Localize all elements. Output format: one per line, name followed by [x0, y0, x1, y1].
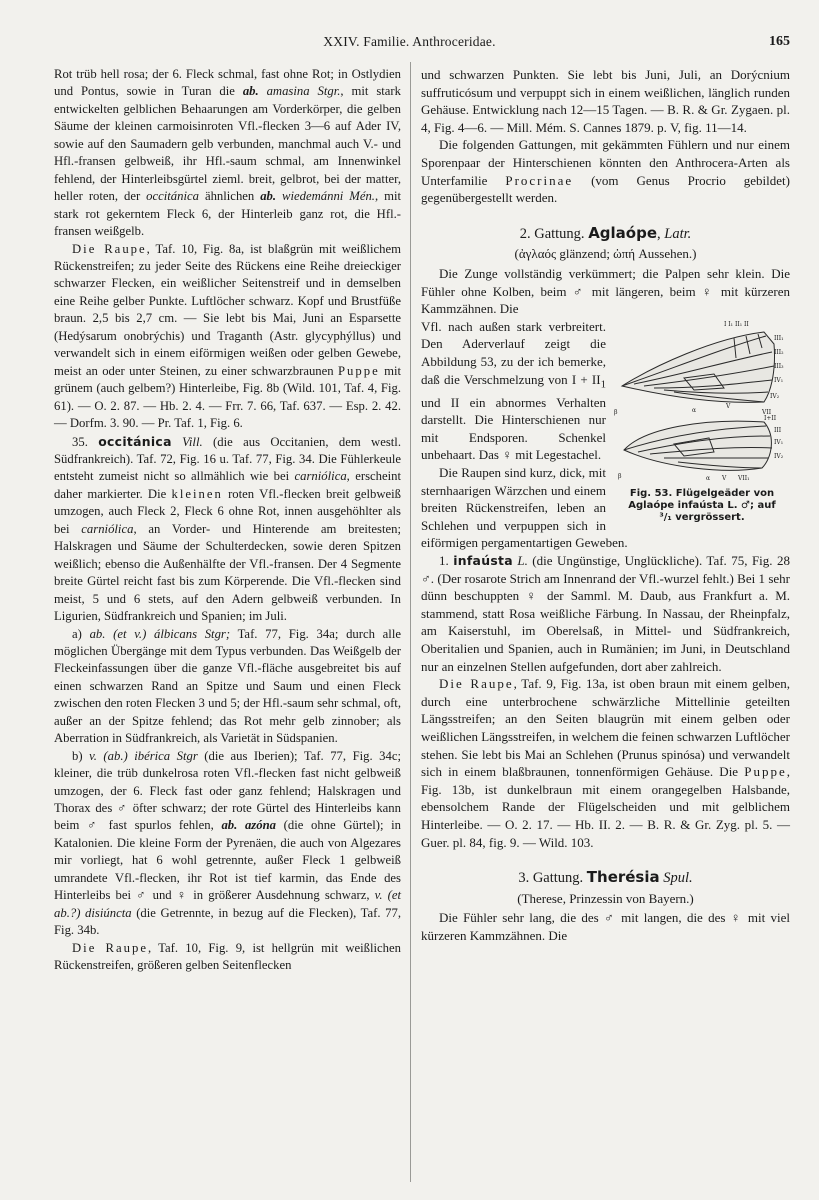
- svg-text:IV₂: IV₂: [770, 392, 780, 400]
- svg-text:IV₂: IV₂: [774, 452, 784, 460]
- species-infausta: 1. infaústa L. (die Ungünstige, Unglückliche). Taf. 75, Fig. 28 ♂. (Der rosarote Strich am Innenrand der Vfl.-wurzel fehlt.) Bei 1 sehr dünn beschuppten ♀ der Samml. M. Daub, aus Frankfurt a. M. stammend, statt Rosa weißliche Färbung. In Nassau, der Rheinpfalz, am Kaiserstuhl, im Oberelsaß, in Mittel- und Südfrankreich, Oberitalien und Spanien, auch in Rumänien; im Juni, in Deutschland nur an einzelnen Stellen aufgefunden, dort aber zahlreich.: [421, 553, 790, 674]
- svg-text:α: α: [706, 474, 711, 482]
- genus-heading-aglaope: 2. Gattung. Aglaópe, Latr.: [519, 223, 692, 242]
- page-number: 165: [769, 34, 790, 49]
- svg-text:VII: VII: [762, 408, 772, 416]
- genus-heading-theresia: 3. Gattung. Therésia Spul.: [518, 868, 693, 887]
- genus-description-theresia: Die Fühler sehr lang, die des ♂ mit langen, die des ♀ mit viel kürzeren Kammzähnen. Die: [421, 910, 790, 943]
- paragraph-amasina: Rot trüb hell rosa; der 6. Fleck schmal, fast ohne Rot; in Ostlydien und Pontus, sowie in Turan die ab. amasina Stgr., mit stark entwickelten gelblichen Behaarungen am Vorderkörper, die gelben Säume der kleinen carmoisinroten Vfl.-flecken 3—6 auf Ader IV, sowie auf den Saumadern gelb verbunden, manchmal auch V.- und Hfl.-fransen gelbweiß, ihr Hfl.-saum schmal, am Innenwinkel fehlend, der Hinterleibsgürtel zieml. breit, gelbrot, bei der matter, heller roten, der occitánica ähnlichen ab. wiedemánni Mén., mit stark rot gekerntem Fleck 6, der Hinterleib ganz rot, die Hfl.-fransen weißgelb.: [54, 67, 401, 239]
- etymology-aglaope: (ἀγλαός glänzend; ὠπή Aussehen.): [514, 246, 697, 262]
- larva-description: Die Raupen sind kurz, dick, mit sternhaarigen Wärzchen und einem breiten Rückenstreifen, leben an Schlehen und verpuppen sich in eiförmigen pergamentartigen Geweben.: [421, 465, 628, 551]
- running-title: XXIV. Familie. Anthroceridae.: [323, 34, 496, 49]
- running-header: [0, 34, 819, 54]
- paragraph-procrinae: Die folgenden Gattungen, mit gekämmten Fühlern und nur einem Sporenpaar der Hinterschienen könnten den Anthrocera-Arten als Unterfamilie Procrinae (vom Genus Procrio gebildet) gegenübergestellt werden.: [421, 137, 790, 206]
- genus-description-cont: Vfl. nach außen stark verbreitert. Den Aderverlauf zeigt die Abbildung 53, zu der ich bemerke, daß die Verschmelzung von $I + II_1$ und II ein abnormes Verhalten darstellt. Die Hinterschienen nur mit Endsporen. Schenkel unbehaart. Das ♀ mit Legestachel.: [421, 318, 606, 463]
- paragraph-raupe-1: Die Raupe, Taf. 10, Fig. 8a, ist blaßgrün mit weißlichem Rückenstreifen; zu jeder Seite des Rückens eine Reihe dreieckiger schwarzer Flecken, ein weißlicher Seitenstreif und in demselben eine Reihe gelber Punkte. Luftlöcher schwarz. Kopf und Brustfüße braun. 2,5 bis 2,7 cm. — Sie lebt bis Mai, Juni an Esparsette (Hedýsarum onobrýchis) und Traganth (Astr. glycyphýllus) und verwandelt sich in einem eiförmigen weißen oder gelben Gewebe, meist an oder unter Steinen, zu einer schwarzbraunen Puppe mit grünem (auch gelbem?) Hinterleibe, Fig. 8b (Wild. 101, Taf. 4, Fig. 61). — O. 2. 87. — Hb. 2. 4. — Frr. 7. 66, Taf. 637. — Esp. 2. 42. — Dorfm. 3. 90. — Pr. Taf. 1, Fig. 6.: [54, 241, 402, 431]
- species-occitanica: 35. occitánica Vill. (die aus Occitanien, dem westl. Südfrankreich). Taf. 72, Fig. 16 u. Taf. 77, Fig. 34. Die Fühlerkeule entsteht zumeist nicht so allmählich wie bei carniólica, erscheint daher markierter. Die kleinen roten Vfl.-flecken breit gelbweiß umzogen, auch Fleck 2, Fleck 6 ohne Rot, innen ausgehöhlter als bei carniólica, an Vorder- und Hinterende am breitesten; Halskragen und Säume der Schulterdecken, sowie deren Spitzen weißlich; ebenso die Außenhälfte der Vfl.-fransen. Der 4 Segmente breite Gürtel reicht fast bis zum Körperende. Die Vfl.-flecken sind meist, 5 und 6 stets, auf den Adern gelbweiß verbunden. In Ligurien, Südfrankreich und Spanien; im Juli.: [54, 433, 402, 624]
- svg-text:III: III: [774, 426, 782, 434]
- paragraph-continued: und schwarzen Punkten. Sie lebt bis Juni, Juli, an Dorýcnium suffruticósum und verpuppt sich in einem weißlichen, länglich runden Gehäuse. Entwicklung nach 12—15 Tagen. — B. R. & Gr. Zygaen. pl. 4, Fig. 4—6. — Mill. Mém. S. Cannes 1879. p. V, fig. 11—14.: [421, 67, 790, 135]
- svg-text:V: V: [726, 402, 731, 410]
- svg-text:α: α: [692, 406, 697, 414]
- svg-text:VII₁: VII₁: [738, 474, 750, 482]
- form-albicans: a) ab. (et v.) álbicans Stgr; Taf. 77, Fig. 34a; durch alle möglichen Übergänge mit dem Typus verbunden. Das Weißgelb der Fleckeinfassungen über die ganze Vfl.-fläche ausgebreitet bis auf einen schwarzen Rand an Spitze und Saum und einen Fleck zwischen den roten Flecken 3 und 5; der Hfl.-saum sehr schmal, oft, außer an der Spitze fehlend; das Rot mehr gelb zinnober; als Aberration in Südfrankreich, als Varietät in Südspanien.: [54, 626, 401, 746]
- wing-venation-icon: [614, 318, 790, 488]
- paragraph-raupe-2: Die Raupe, Taf. 10, Fig. 9, ist hellgrün mit weißlichen Rückenstreifen, größeren gelben Seitenflecken: [54, 940, 401, 973]
- svg-text:IV₁: IV₁: [774, 376, 784, 384]
- column-divider: [410, 62, 411, 1182]
- etymology-theresia: (Therese, Prinzessin von Bayern.): [517, 890, 694, 906]
- svg-text:III₁: III₁: [774, 334, 784, 342]
- svg-text:I I₁ II₁ II: I I₁ II₁ II: [724, 320, 749, 328]
- form-iberica: b) v. (ab.) ibérica Stgr (die aus Iberien); Taf. 77, Fig. 34c; kleiner, die trüb dunkelrosa roten Vfl.-flecken fast nicht gelbweiß umzogen, der 6. Fleck fast oder ganz fehlend; Halskragen und Thorax des ♂ öfter schwarz; der rote Gürtel des Hinterleibs kann beim ♂ fast spurlos fehlen, ab. azóna (die ohne Gürtel); in Katalonien. Die kleine Form der Pyrenäen, die auch von Algezares mir vorliegt, hat 6 wohl getrennte, außer Fleck 1 gelbweiß umrandete Vfl.-flecken, ihr Rot ist tief karmin, das Ende des Hinterleibs bei ♂ und ♀ in größerer Ausdehnung schwarz, v. (et ab.?) disiúncta (die Getrennte, in bezug auf die Flecken), Taf. 77, Fig. 34b.: [54, 748, 402, 938]
- svg-text:IV₁: IV₁: [774, 438, 784, 446]
- svg-text:β: β: [614, 408, 618, 416]
- wing-venation-figure: [614, 318, 790, 524]
- svg-text:I+II: I+II: [764, 414, 777, 422]
- genus-description: Die Zunge vollständig verkümmert; die Palpen sehr klein. Die Fühler ohne Kolben, beim ♂ mit längeren, beim ♀ mit kürzeren Kammzähnen. Die: [421, 265, 790, 317]
- figure-caption: Fig. 53. Flügelgeäder von Aglaópe infaústa L. ♂; auf ³/₁ vergrössert.: [628, 487, 776, 523]
- left-column: [54, 66, 401, 975]
- svg-text:V: V: [722, 474, 727, 482]
- svg-text:III₃: III₃: [774, 362, 784, 370]
- right-column: [421, 66, 790, 945]
- svg-text:β: β: [618, 472, 622, 480]
- paragraph-raupe-3: Die Raupe, Taf. 9, Fig. 13a, ist oben braun mit einem gelben, durch eine unterbrochene schwärzliche Mittellinie geteilten Längsstreifen; an den Seiten blaugrün mit einem gelben oder weißlichen Längsstreifen, in welchem die feinen schwarzen Luftlöcher stehen. Sie lebt bis Mai an Schlehen (Prunus spinósa) und verwandelt sich in einem blaßbraunen, tonnenförmigen Gehäuse. Die Puppe, Fig. 13b, ist dunkelbraun mit einem orangegelben Halsbande, ebensolchem Rande der Flügelscheiden und mit gelblichem Hinterleibe. — O. 2. 17. — Hb. II. 2. — B. R. & Gr. Zyg. pl. 5. — Guer. pl. 84, fig. 9. — Wild. 103.: [421, 676, 791, 850]
- svg-text:III₂: III₂: [774, 348, 784, 356]
